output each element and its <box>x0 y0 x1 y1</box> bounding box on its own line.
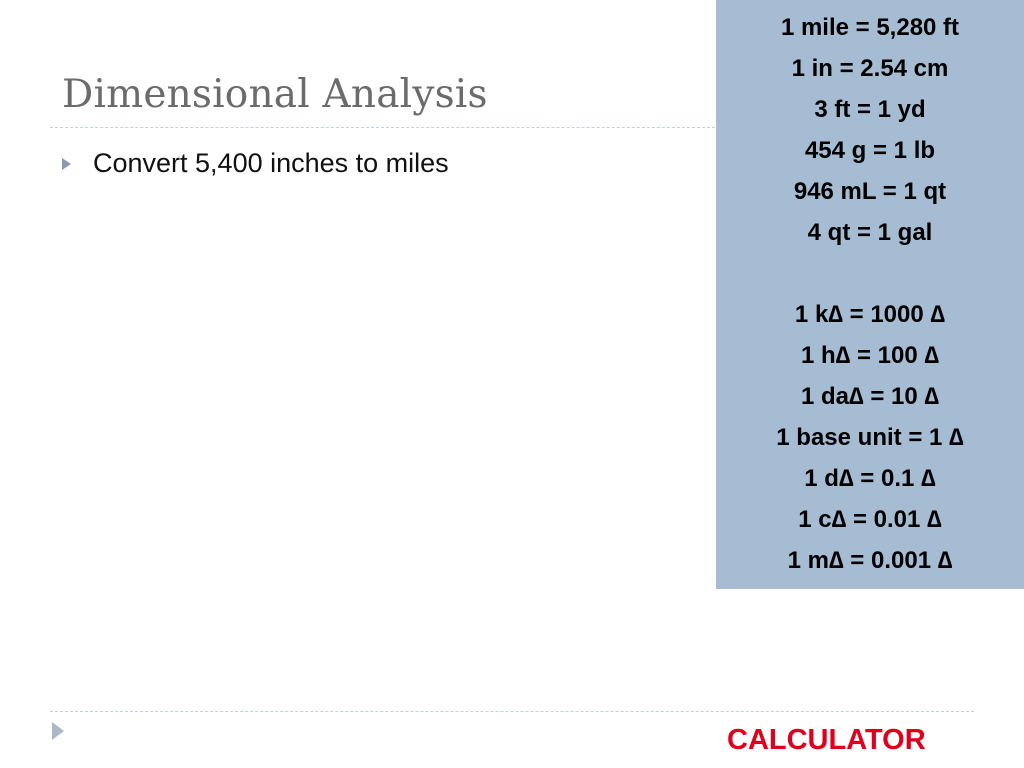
footer-triangle-icon <box>52 722 64 740</box>
bullet-item <box>62 148 449 179</box>
conversion-deca: 1 da∆ = 10 ∆ <box>800 383 940 410</box>
conversion-deci: 1 d∆ = 0.1 ∆ <box>804 465 936 492</box>
conversion-inch-centimeter: 1 in = 2.54 cm <box>791 55 949 82</box>
conversion-spacer <box>716 253 1024 294</box>
conversion-kilo: 1 k∆ = 1000 ∆ <box>794 301 946 328</box>
conversion-quart-gallon: 4 qt = 1 gal <box>807 219 933 246</box>
conversion-milli: 1 m∆ = 0.001 ∆ <box>787 547 953 574</box>
conversion-centi: 1 c∆ = 0.01 ∆ <box>798 506 942 533</box>
conversion-milliliter-quart: 946 mL = 1 qt <box>793 178 947 205</box>
conversion-factors-panel <box>716 0 1024 589</box>
title-divider <box>50 127 720 128</box>
conversion-hecto: 1 h∆ = 100 ∆ <box>800 342 940 369</box>
conversion-mile-feet: 1 mile = 5,280 ft <box>780 14 960 41</box>
conversion-gram-pound: 454 g = 1 lb <box>804 137 936 164</box>
conversion-feet-yard: 3 ft = 1 yd <box>814 96 926 123</box>
calculator-link[interactable]: CALCULATOR <box>727 724 926 756</box>
bullet-arrow-icon <box>62 158 71 170</box>
footer-divider <box>50 711 974 712</box>
slide-title: Dimensional Analysis <box>62 72 488 117</box>
bullet-text: Convert 5,400 inches to miles <box>93 148 449 178</box>
conversion-base-unit: 1 base unit = 1 ∆ <box>776 424 964 451</box>
